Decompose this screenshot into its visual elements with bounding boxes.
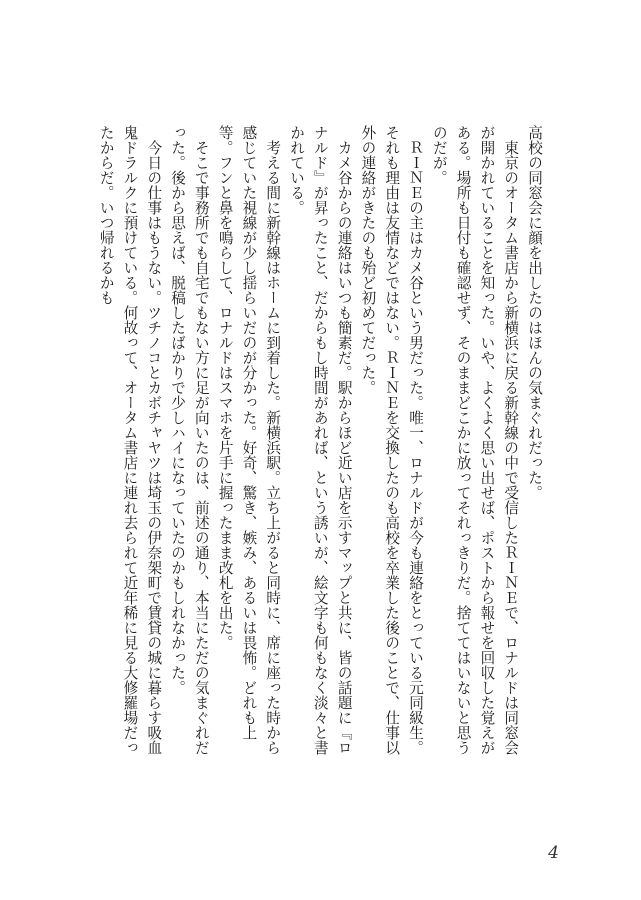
paragraph-5: 考える間に新幹線はホームに到着した。新横浜駅。立ち上がると同時に、席に座った時から感じていた視線が少し揺らいだのが分かった。好奇、驚き、嫉み、あるいは畏怖。どれも上等。フンと鼻を鳴らして、ロナルドはスマホを片手に握ったまま改札を出た。 bbox=[216, 125, 282, 755]
paragraph-4: カメ谷からの連絡はいつも簡素だ。駅からほど近い店を示すマップと共に、皆の話題に『ロナルド』が昇ったこと、だからもし時間があれば、という誘いが、絵文字も何もなく淡々と書かれている。 bbox=[288, 125, 353, 755]
paragraph-6: そこで事務所でも自宅でもない方に足が向いたのは、前述の通り、本当にただの気まぐれだった。後から思えば、脱稿したばかりで少しハイになっていたのかもしれなかった。 bbox=[169, 125, 210, 755]
vertical-text-body bbox=[86, 125, 546, 765]
paragraph-1: 高校の同窓会に顔を出したのはほんの気まぐれだった。 bbox=[526, 125, 543, 500]
paragraph-3: ＲＩＮＥの主はカメ谷という男だった。唯一、ロナルドが今も連絡をとっている元同級生。それも理由は友情などではない。ＲＩＮＥを交換したのも高校を卒業した後のことで、仕事以外の連絡がきたのも殆ど初めてだった。 bbox=[359, 125, 425, 755]
paragraph-7: 今日の仕事はもうない。ツチノコとカボチャヤツは埼玉の伊奈架町で賃貸の城に暮らす吸血鬼ドラルクに預けている。何故って、オータム書店に連れ去られて近年稀に見る大修羅場だったからだ。いつ帰れるかも bbox=[97, 125, 163, 755]
page-number: 4 bbox=[548, 843, 559, 863]
paragraph-2: 東京のオータム書店から新横浜に戻る新幹線の中で受信したＲＩＮＥで、ロナルドは同窓会が開かれていることを知った。いや、よくよく思い出せば、ポストから報せを回収した覚えがある。場所も日付も確認せず、そのままどこかに放ってそれっきりだ。捨ててはいないと思うのだが。 bbox=[430, 125, 520, 755]
